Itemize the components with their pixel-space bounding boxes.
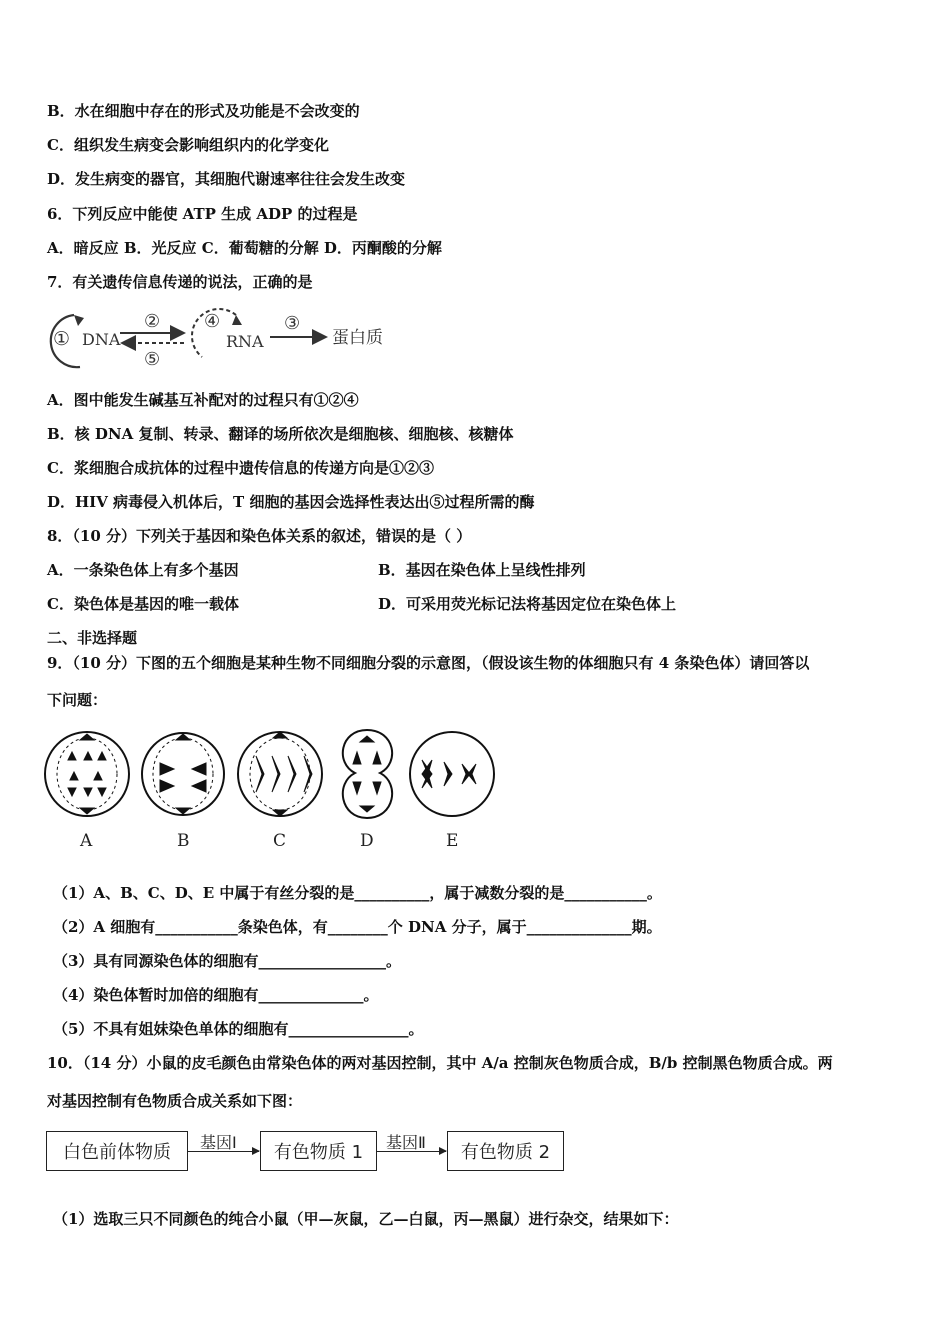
q8-option-c: C．染色体是基因的唯一载体 bbox=[47, 595, 239, 613]
q6-stem: 6．下列反应中能使 ATP 生成 ADP 的过程是 bbox=[47, 205, 358, 223]
q10-stem-line1: 10．（14 分）小鼠的皮毛颜色由常染色体的两对基因控制，其中 A/a 控制灰色物质合成，B/b 控制黑色物质合成。两 bbox=[47, 1054, 833, 1072]
q9-stem-line2: 下问题： bbox=[47, 691, 108, 709]
flow-label-gene-2: 基因Ⅱ bbox=[386, 1133, 426, 1152]
flow-label-gene-1: 基因Ⅰ bbox=[200, 1133, 237, 1152]
q8-option-b: B．基因在染色体上呈线性排列 bbox=[378, 561, 586, 579]
q9-sub1: （1）A、B、C、D、E 中属于有丝分裂的是__________，属于减数分裂的是___________。 bbox=[53, 884, 662, 902]
diagram-label-rna: RNA bbox=[226, 332, 264, 351]
genetic-info-flow-diagram bbox=[44, 305, 394, 377]
diagram-label-protein: 蛋白质 bbox=[332, 328, 383, 348]
q10-sub1: （1）选取三只不同颜色的纯合小鼠（甲—灰鼠，乙—白鼠，丙—黑鼠）进行杂交，结果如下： bbox=[53, 1210, 679, 1228]
q10-stem-line2: 对基因控制有色物质合成关系如下图： bbox=[47, 1092, 303, 1110]
q8-option-a: A．一条染色体上有多个基因 bbox=[47, 561, 239, 579]
q9-sub2: （2）A 细胞有___________条染色体，有________个 DNA 分子，属于______________期。 bbox=[53, 918, 662, 936]
diagram-label-1: ① bbox=[53, 328, 71, 350]
cell-label: B bbox=[177, 831, 190, 851]
q8-stem: 8．（10 分）下列关于基因和染色体关系的叙述，错误的是（ ） bbox=[47, 527, 472, 545]
q7-option-d: D．HIV 病毒侵入机体后，T 细胞的基因会选择性表达出⑤过程所需的酶 bbox=[47, 493, 535, 511]
q9-stem-line1: 9．（10 分）下图的五个细胞是某种生物不同细胞分裂的示意图，（假设该生物的体细胞只有 4 条染色体）请回答以 bbox=[47, 654, 810, 672]
flow-box-color-1: 有色物质 1 bbox=[260, 1131, 377, 1171]
q9-sub3: （3）具有同源染色体的细胞有_________________。 bbox=[53, 952, 401, 970]
cell-d bbox=[343, 730, 392, 818]
cell-label: E bbox=[446, 831, 459, 851]
cell-division-figure bbox=[40, 718, 500, 858]
cell-label: D bbox=[360, 831, 374, 851]
q7-stem: 7．有关遗传信息传递的说法，正确的是 bbox=[47, 273, 313, 291]
q7-option-a: A．图中能发生碱基互补配对的过程只有①②④ bbox=[47, 391, 359, 409]
diagram-label-4: ④ bbox=[204, 311, 221, 332]
cell-b bbox=[142, 733, 224, 815]
diagram-label-5: ⑤ bbox=[144, 349, 161, 370]
q7-option-b: B．核 DNA 复制、转录、翻译的场所依次是细胞核、细胞核、核糖体 bbox=[47, 425, 514, 443]
diagram-label-dna: DNA bbox=[82, 330, 121, 349]
flow-box-white-precursor: 白色前体物质 bbox=[46, 1131, 188, 1171]
cell-c bbox=[238, 732, 322, 816]
diagram-label-2: ② bbox=[144, 311, 161, 332]
q6-options: A．暗反应 B．光反应 C．葡萄糖的分解 D．丙酮酸的分解 bbox=[47, 239, 442, 257]
cell-label: A bbox=[80, 831, 93, 851]
q5-option-c: C．组织发生病变会影响组织内的化学变化 bbox=[47, 136, 329, 154]
q5-option-d: D．发生病变的器官，其细胞代谢速率往往会发生改变 bbox=[47, 170, 406, 188]
q8-option-d: D．可采用荧光标记法将基因定位在染色体上 bbox=[378, 595, 677, 613]
cell-e bbox=[410, 732, 494, 816]
flow-box-color-2: 有色物质 2 bbox=[447, 1131, 564, 1171]
q9-sub4: （4）染色体暂时加倍的细胞有______________。 bbox=[53, 986, 379, 1004]
cell-a bbox=[45, 732, 129, 816]
q9-sub5: （5）不具有姐妹染色单体的细胞有________________。 bbox=[53, 1020, 424, 1038]
q7-option-c: C．浆细胞合成抗体的过程中遗传信息的传递方向是①②③ bbox=[47, 459, 434, 477]
q5-option-b: B．水在细胞中存在的形式及功能是不会改变的 bbox=[47, 102, 360, 120]
section-title: 二、非选择题 bbox=[47, 629, 138, 647]
cell-label: C bbox=[273, 831, 287, 851]
diagram-label-3: ③ bbox=[284, 313, 301, 334]
